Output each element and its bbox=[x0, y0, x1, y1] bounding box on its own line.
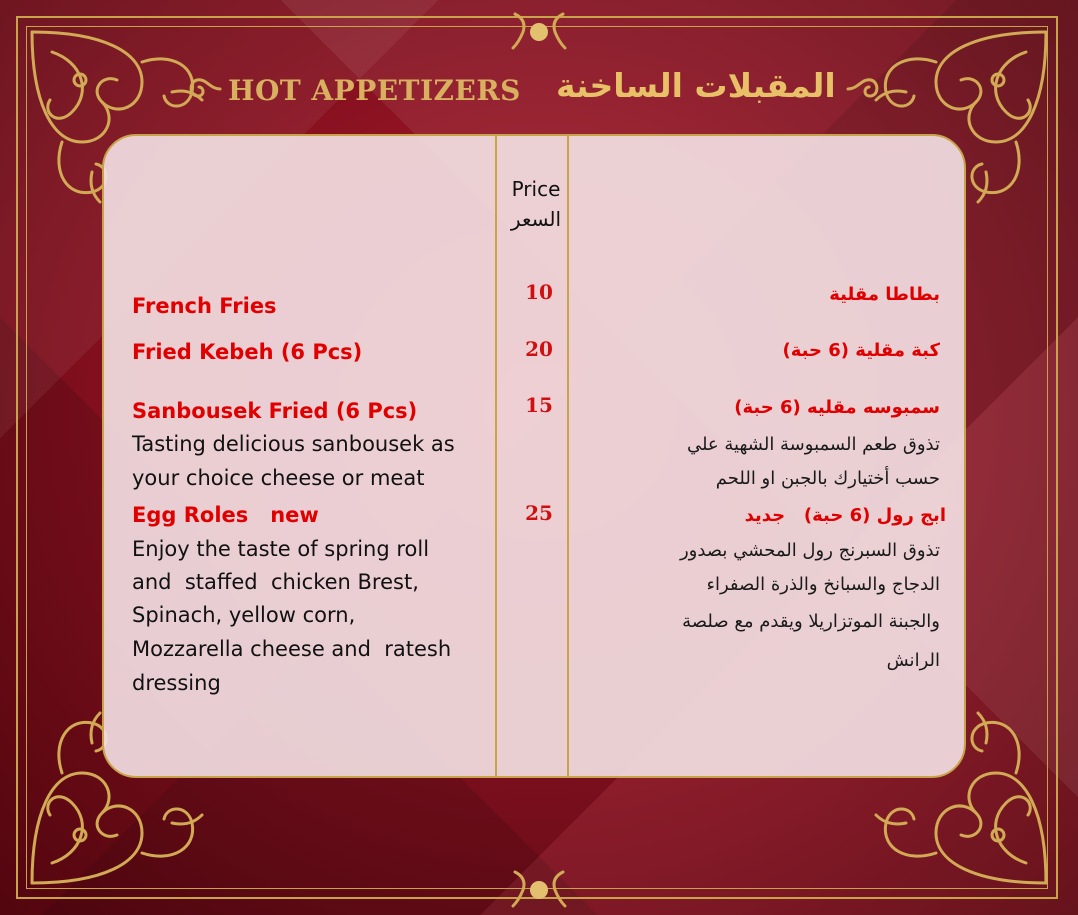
item-name-english: Fried Kebeh (6 Pcs) bbox=[132, 340, 363, 364]
item-price: 20 bbox=[525, 337, 553, 361]
item-name-arabic: بطاطا مقلية bbox=[829, 284, 940, 305]
column-divider-left bbox=[495, 136, 497, 776]
item-description-arabic: تذوق طعم السمبوسة الشهية علي bbox=[686, 434, 940, 455]
item-name-arabic: سمبوسه مقليه (6 حبة) bbox=[734, 397, 940, 418]
item-description-arabic: حسب أختيارك بالجبن او اللحم bbox=[715, 468, 940, 489]
item-name-english: Sanbousek Fried (6 Pcs) bbox=[132, 399, 418, 423]
item-description-arabic: تذوق السبرنج رول المحشي بصدور bbox=[679, 540, 940, 561]
bottom-center-ornament-icon bbox=[509, 868, 569, 912]
item-description-arabic: الرانش bbox=[886, 650, 940, 671]
item-name-arabic: ابج رول (6 حبة) جديد bbox=[744, 505, 946, 526]
item-name-english: Egg Roles new bbox=[132, 503, 319, 527]
item-description-arabic: الدجاج والسبانخ والذرة الصفراء bbox=[706, 574, 940, 595]
title-flourish-icon bbox=[844, 74, 882, 104]
item-price: 25 bbox=[525, 501, 553, 525]
item-description-arabic: والجبنة الموتزاريلا ويقدم مع صلصة bbox=[682, 611, 940, 632]
price-header-english: Price bbox=[511, 177, 561, 201]
item-description-english: and staffed chicken Brest, bbox=[132, 570, 419, 594]
price-header bbox=[506, 174, 566, 234]
item-description-english: Tasting delicious sanbousek as bbox=[132, 432, 455, 456]
price-header-arabic: السعر bbox=[510, 207, 562, 231]
top-center-ornament-icon bbox=[509, 10, 569, 54]
title-flourish-icon bbox=[186, 74, 224, 104]
item-description-english: Mozzarella cheese and ratesh bbox=[132, 637, 452, 661]
item-name-english: French Fries bbox=[132, 294, 277, 318]
title-arabic: المقبلات الساخنة bbox=[556, 66, 836, 105]
item-description-english: dressing bbox=[132, 671, 221, 695]
item-name-arabic: كبة مقلية (6 حبة) bbox=[782, 340, 940, 361]
item-description-english: Spinach, yellow corn, bbox=[132, 603, 356, 627]
title-english: HOT APPETIZERS bbox=[228, 74, 521, 107]
item-price: 10 bbox=[525, 280, 553, 304]
item-description-english: Enjoy the taste of spring roll bbox=[132, 537, 430, 561]
item-description-english: your choice cheese or meat bbox=[132, 466, 425, 490]
menu-title bbox=[0, 66, 1078, 116]
column-divider-right bbox=[567, 136, 569, 776]
item-price: 15 bbox=[525, 393, 553, 417]
